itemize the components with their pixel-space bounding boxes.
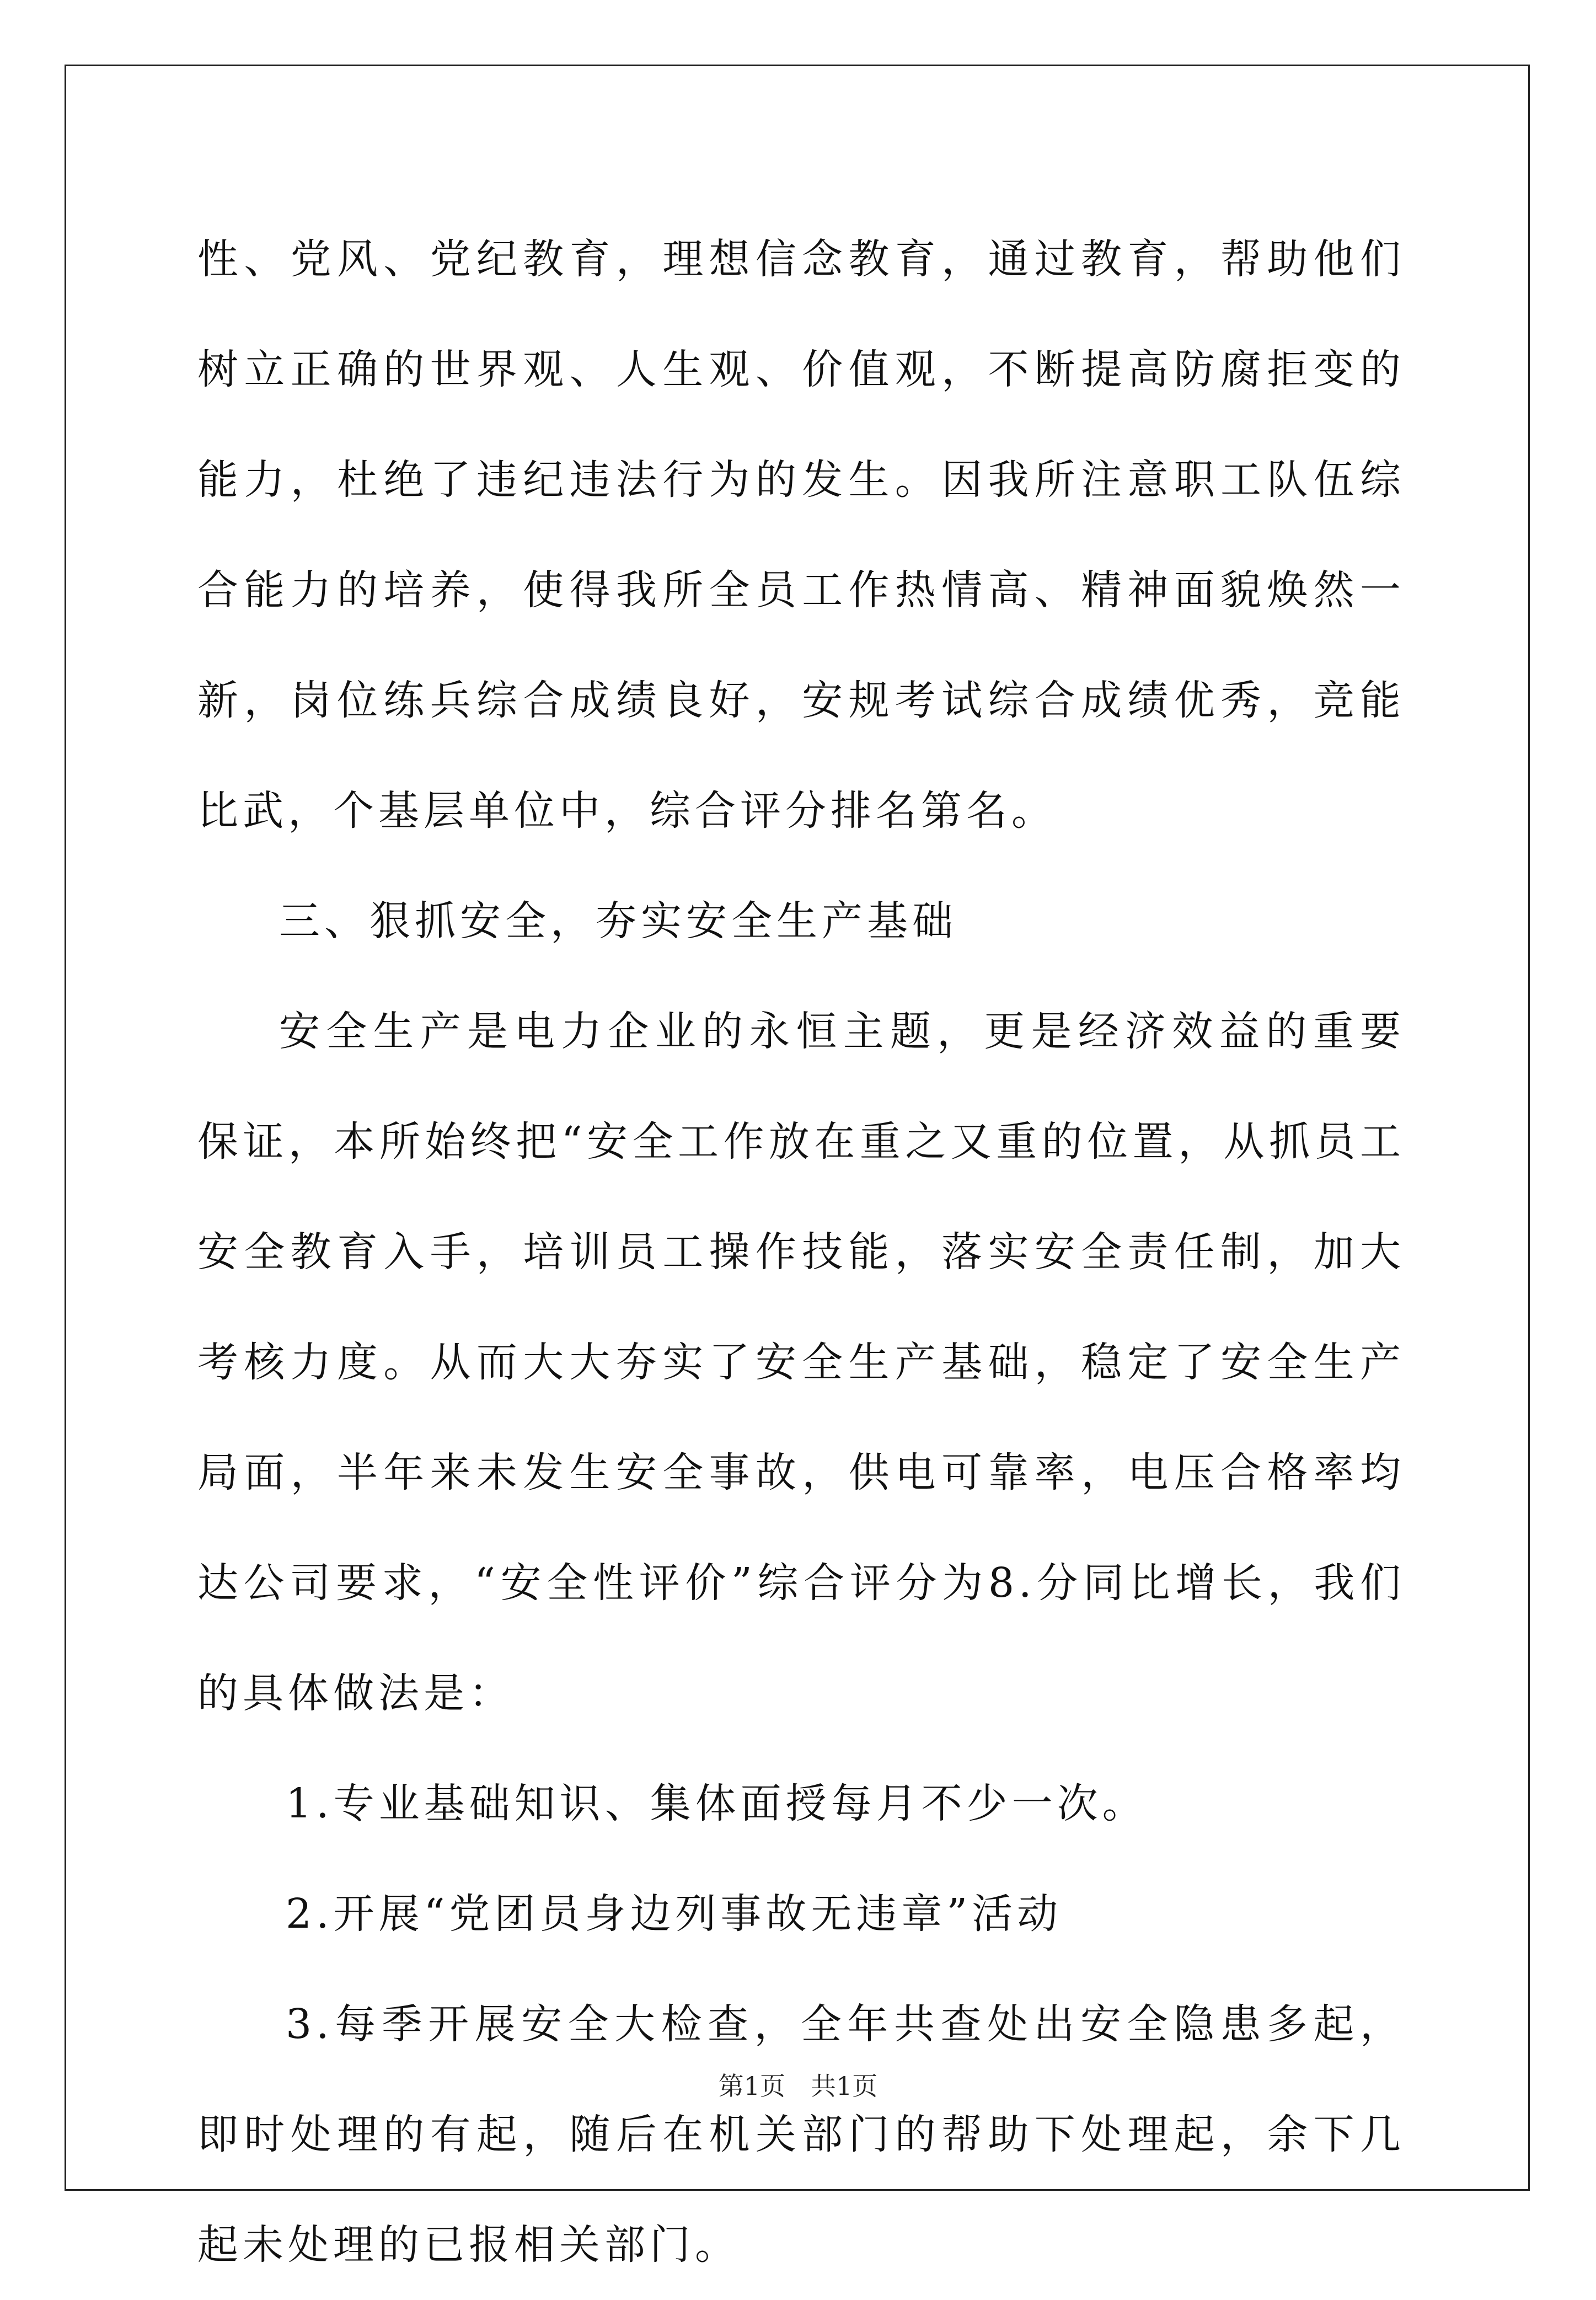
list-item-3: 3.每季开展安全大检查，全年共查处出安全隐患多起，即时处理的有起，随后在机关部门的帮助下处理起，余下几起未处理的已报相关部门。 [197, 2001, 1405, 2269]
list-item-1: 1.专业基础知识、集体面授每月不少一次。 [286, 1780, 1148, 1827]
document-body [197, 204, 1405, 2300]
paragraph-safety: 安全生产是电力企业的永恒主题，更是经济效益的重要保证，本所始终把“安全工作放在重之又重的位置，从抓员工安全教育入手，培训员工操作技能，落实安全责任制，加大考核力度。从而大大夯实了安全生产基础，稳定了安全生产局面，半年来未发生安全事故，供电可靠率，电压合格率均达公司要求，“安全性评价”综合评分为8.分同比增长，我们的具体做法是： [197, 1008, 1405, 1717]
paragraph-continuation: 性、党风、党纪教育，理想信念教育，通过教育，帮助他们树立正确的世界观、人生观、价值观，不断提高防腐拒变的能力，杜绝了违纪违法行为的发生。因我所注意职工队伍综合能力的培养，使得我所全员工作热情高、精神面貌焕然一新，岗位练兵综合成绩良好，安规考试综合成绩优秀，竞能比武，个基层单位中，综合评分排名第名。 [197, 236, 1405, 835]
page-number: 第1页 共1页 [718, 2071, 878, 2101]
list-item-2: 2.开展“党团员身边列事故无违章”活动 [286, 1890, 1063, 1938]
section-heading: 三、狠抓安全，夯实安全生产基础 [279, 897, 957, 945]
page-footer [0, 2069, 1596, 2103]
